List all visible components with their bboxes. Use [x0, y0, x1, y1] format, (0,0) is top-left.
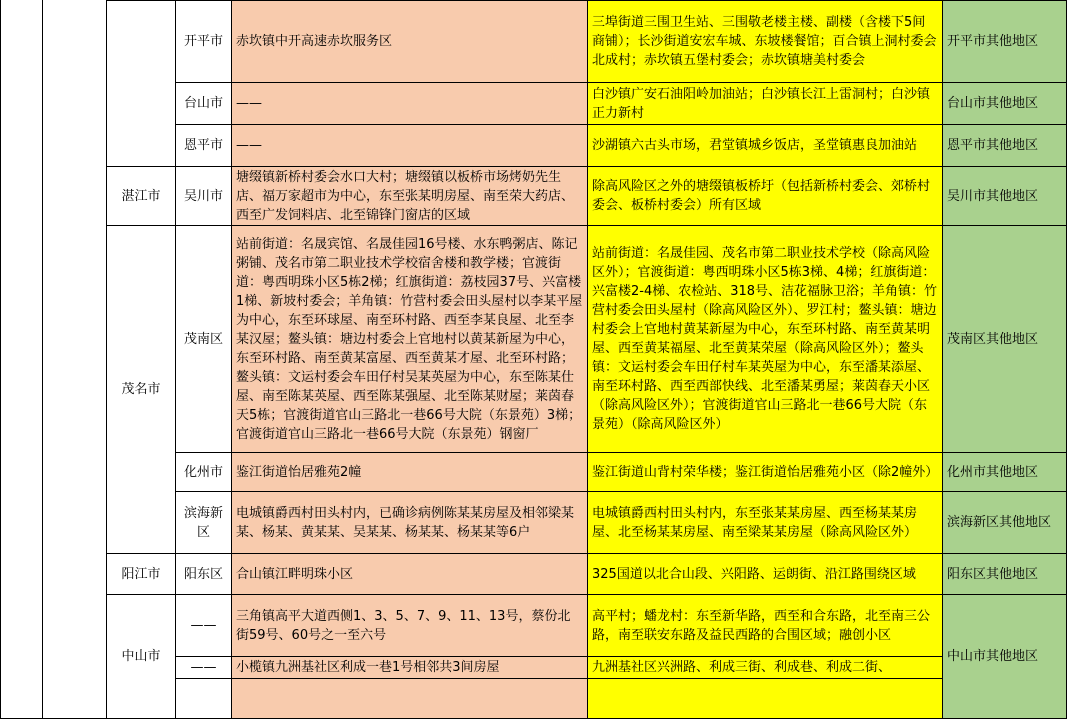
low-risk-area: 滨海新区其他地区	[943, 492, 1067, 554]
low-risk-area: 台山市其他地区	[943, 83, 1067, 125]
medium-risk-area: 三埠街道三围卫生站、三围敬老楼主楼、副楼（含楼下5间商铺）；长沙街道安宏车城、东坡楼餐馆；百合镇上洞村委会北成村；赤坎镇五堡村委会；赤坎镇塘美村委会	[588, 1, 943, 83]
district-cell: 恩平市	[176, 125, 232, 167]
table-row	[1, 226, 1067, 453]
high-risk-area: 合山镇江畔明珠小区	[232, 554, 588, 595]
low-risk-area: 吴川市其他地区	[943, 167, 1067, 226]
city-cell: 湛江市	[107, 167, 176, 226]
district-cell: 开平市	[176, 1, 232, 83]
cell-empty	[1, 0, 43, 719]
cell-empty	[43, 0, 107, 719]
district-cell: 茂南区	[176, 226, 232, 453]
low-risk-area: 化州市其他地区	[943, 453, 1067, 492]
table-row	[1, 595, 1067, 657]
medium-risk-area: 电城镇爵西村田头村内，东至张某某房屋、西至杨某某房屋、北至杨某某房屋、南至梁某某房屋（除高风险区外）	[588, 492, 943, 554]
high-risk-area: 三角镇高平大道西侧1、3、5、7、9、11、13号，蔡份北街59号、60号之一至六号	[232, 595, 588, 657]
high-risk-area: 塘缀镇新桥村委会水口大村；塘缀镇以板桥市场烤奶先生店、福万家超市为中心，东至张某明房屋、南至荣大药店、西至广发饲料店、北至锦锋门窗店的区域	[232, 167, 588, 226]
low-risk-area: 阳东区其他地区	[943, 554, 1067, 595]
low-risk-area: 茂南区其他地区	[943, 226, 1067, 453]
low-risk-area: 中山市其他地区	[943, 595, 1067, 719]
district-cell: ——	[176, 595, 232, 657]
city-cell: 中山市	[107, 595, 176, 719]
high-risk-area: 鉴江街道怡居雅苑2幢	[232, 453, 588, 492]
cell-empty	[588, 679, 943, 719]
table-row	[1, 554, 1067, 595]
medium-risk-area: 325国道以北合山段、兴阳路、运朗街、沿江路围绕区域	[588, 554, 943, 595]
high-risk-area: ——	[232, 125, 588, 167]
district-cell: 滨海新区	[176, 492, 232, 554]
district-cell: 化州市	[176, 453, 232, 492]
medium-risk-area: 白沙镇广安石油阳岭加油站；白沙镇长江上雷洞村；白沙镇正力新村	[588, 83, 943, 125]
medium-risk-area: 除高风险区之外的塘缀镇板桥圩（包括新桥村委会、郊桥村委会、板桥村委会）所有区域	[588, 167, 943, 226]
low-risk-area: 开平市其他地区	[943, 1, 1067, 83]
district-cell: 台山市	[176, 83, 232, 125]
city-cell: 茂名市	[107, 226, 176, 554]
medium-risk-area: 高平村；蟠龙村：东至新华路，西至和合东路，北至南三公路，南至联安东路及益民西路的合围区域；融创小区	[588, 595, 943, 657]
table-row	[1, 167, 1067, 226]
medium-risk-area: 鉴江街道山背村荣华楼；鉴江街道怡居雅苑小区（除2幢外）	[588, 453, 943, 492]
cell-empty	[107, 1, 176, 167]
district-cell: 阳东区	[176, 554, 232, 595]
high-risk-area: 小榄镇九洲基社区利成一巷1号相邻共3间房屋	[232, 657, 588, 679]
medium-risk-area: 九洲基社区兴洲路、利成三街、利成巷、利成二街、	[588, 657, 943, 679]
cell-empty	[232, 679, 588, 719]
low-risk-area: 恩平市其他地区	[943, 125, 1067, 167]
high-risk-area: 赤坎镇中开高速赤坎服务区	[232, 1, 588, 83]
high-risk-area: ——	[232, 83, 588, 125]
high-risk-area: 电城镇爵西村田头村内，已确诊病例陈某某房屋及相邻梁某某、杨某、黄某某、吴某某、杨某某、杨某某等6户	[232, 492, 588, 554]
city-cell: 阳江市	[107, 554, 176, 595]
high-risk-area: 站前街道：名晟宾馆、名晟佳园16号楼、水东鸭粥店、陈记粥铺、茂名市第二职业技术学校宿舍楼和教学楼；官渡街道：粤西明珠小区5栋2梯；红旗街道：荔枝园37号、兴富楼1梯、新坡村委会；羊角镇：竹营村委会田头屋村以李某平屋为中心，东至环球屋、南至环村路、西至李某良屋、北至李某汉屋；鳌头镇：塘边村委会上官地村以黄某新屋为中心，东至环村路、南至黄某富屋、西至黄某才屋、北至环村路；鳌头镇：文运村委会车田仔村吴某英屋为中心，东至陈某仕屋、南至陈某英屋、西至陈某强屋、北至陈某财屋；莱茵春天5栋；官渡街道官山三路北一巷66号大院（东景苑）3梯；官渡街道官山三路北一巷66号大院（东景苑）钢窗厂	[232, 226, 588, 453]
medium-risk-area: 沙湖镇六古头市场，君堂镇城乡饭店，圣堂镇惠良加油站	[588, 125, 943, 167]
cell-empty	[176, 679, 232, 719]
district-cell: 吴川市	[176, 167, 232, 226]
table-row	[1, 1, 1067, 83]
district-cell: ——	[176, 657, 232, 679]
medium-risk-area: 站前街道：名晟佳园、茂名市第二职业技术学校（除高风险区外）；官渡街道：粤西明珠小区5栋3梯、4梯；红旗街道：兴富楼2-4梯、农检站、318号、洁花福脉卫浴；羊角镇：竹营村委会田头屋村（除高风险区外）、罗江村；鳌头镇：塘边村委会上官地村黄某新屋为中心，东至环村路、南至黄某明屋、西至黄某福屋、北至黄某荣屋（除高风险区外）；鳌头镇：文运村委会车田仔村车某英屋为中心，东至潘某添屋、南至环村路、西至西部快线、北至潘某勇屋；莱茵春天小区（除高风险区外）；官渡街道官山三路北一巷66号大院（东景苑）（除高风险区外）	[588, 226, 943, 453]
